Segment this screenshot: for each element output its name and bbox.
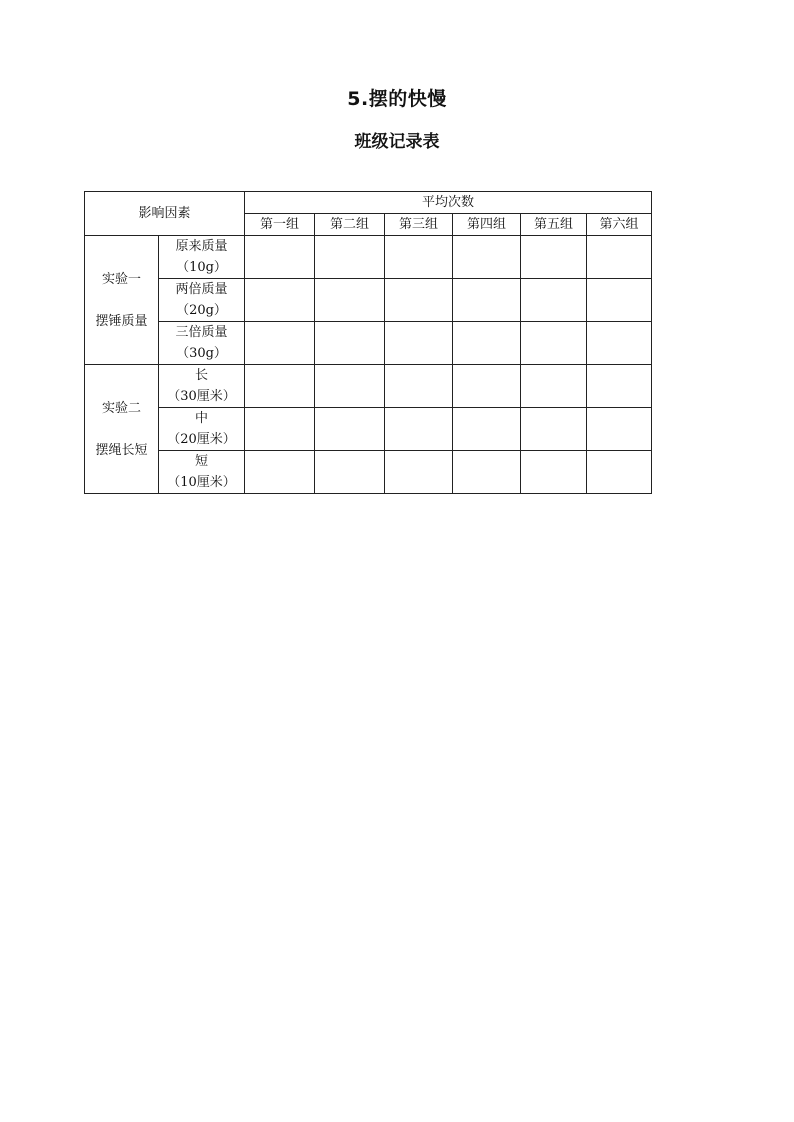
condition-value: （10g）: [176, 260, 227, 275]
condition-cell: [159, 408, 245, 451]
experiment-variable: 摆锤质量: [95, 313, 148, 329]
class-record-table: [84, 191, 652, 494]
experiment-name: 实验一: [101, 271, 141, 287]
data-cell[interactable]: [315, 236, 385, 279]
data-cell[interactable]: [385, 279, 453, 322]
data-cell[interactable]: [453, 451, 521, 494]
table-row: [85, 236, 652, 279]
data-cell[interactable]: [315, 408, 385, 451]
condition-value: （10厘米）: [167, 475, 236, 490]
data-cell[interactable]: [315, 279, 385, 322]
condition-name: 短: [194, 454, 208, 469]
data-cell[interactable]: [521, 322, 587, 365]
experiment-name: 实验二: [101, 400, 141, 416]
table-row: [85, 451, 652, 494]
condition-value: （20厘米）: [167, 432, 236, 447]
data-cell[interactable]: [245, 451, 315, 494]
experiment-cell: [85, 236, 159, 365]
data-cell[interactable]: [245, 408, 315, 451]
condition-name: 中: [194, 411, 208, 426]
table-row: [85, 279, 652, 322]
factor-header: 影响因素: [85, 192, 245, 236]
data-cell[interactable]: [587, 322, 652, 365]
condition-value: （30厘米）: [167, 389, 236, 404]
data-cell[interactable]: [521, 365, 587, 408]
data-cell[interactable]: [245, 365, 315, 408]
data-cell[interactable]: [521, 451, 587, 494]
group-header: 第四组: [453, 214, 521, 236]
condition-name: 两倍质量: [175, 282, 228, 297]
condition-cell: [159, 365, 245, 408]
condition-name: 原来质量: [175, 239, 228, 254]
data-cell[interactable]: [453, 365, 521, 408]
data-cell[interactable]: [587, 279, 652, 322]
data-cell[interactable]: [521, 279, 587, 322]
condition-cell: [159, 322, 245, 365]
average-count-header: 平均次数: [245, 192, 652, 214]
data-cell[interactable]: [453, 236, 521, 279]
data-cell[interactable]: [385, 365, 453, 408]
data-cell[interactable]: [587, 365, 652, 408]
condition-name: 长: [194, 368, 208, 383]
data-cell[interactable]: [453, 408, 521, 451]
data-cell[interactable]: [245, 236, 315, 279]
condition-value: （30g）: [176, 346, 227, 361]
data-cell[interactable]: [587, 236, 652, 279]
data-cell[interactable]: [245, 322, 315, 365]
experiment-cell: [85, 365, 159, 494]
data-cell[interactable]: [385, 322, 453, 365]
page-title: 5.摆的快慢: [347, 88, 447, 110]
data-cell[interactable]: [385, 408, 453, 451]
experiment-variable: 摆绳长短: [95, 442, 148, 458]
condition-name: 三倍质量: [175, 325, 228, 340]
data-cell[interactable]: [245, 279, 315, 322]
table-row: [85, 365, 652, 408]
data-cell[interactable]: [587, 408, 652, 451]
table-subtitle: 班级记录表: [354, 132, 440, 152]
data-cell[interactable]: [453, 322, 521, 365]
table-row: [85, 322, 652, 365]
data-cell[interactable]: [315, 451, 385, 494]
group-header: 第三组: [385, 214, 453, 236]
condition-cell: [159, 451, 245, 494]
data-cell[interactable]: [453, 279, 521, 322]
data-cell[interactable]: [385, 451, 453, 494]
data-cell[interactable]: [521, 236, 587, 279]
table-row: [85, 408, 652, 451]
data-cell[interactable]: [521, 408, 587, 451]
condition-cell: [159, 236, 245, 279]
group-header: 第六组: [587, 214, 652, 236]
group-header: 第一组: [245, 214, 315, 236]
group-header: 第五组: [521, 214, 587, 236]
data-cell[interactable]: [385, 236, 453, 279]
condition-value: （20g）: [176, 303, 227, 318]
data-cell[interactable]: [587, 451, 652, 494]
group-header: 第二组: [315, 214, 385, 236]
data-cell[interactable]: [315, 365, 385, 408]
data-cell[interactable]: [315, 322, 385, 365]
condition-cell: [159, 279, 245, 322]
